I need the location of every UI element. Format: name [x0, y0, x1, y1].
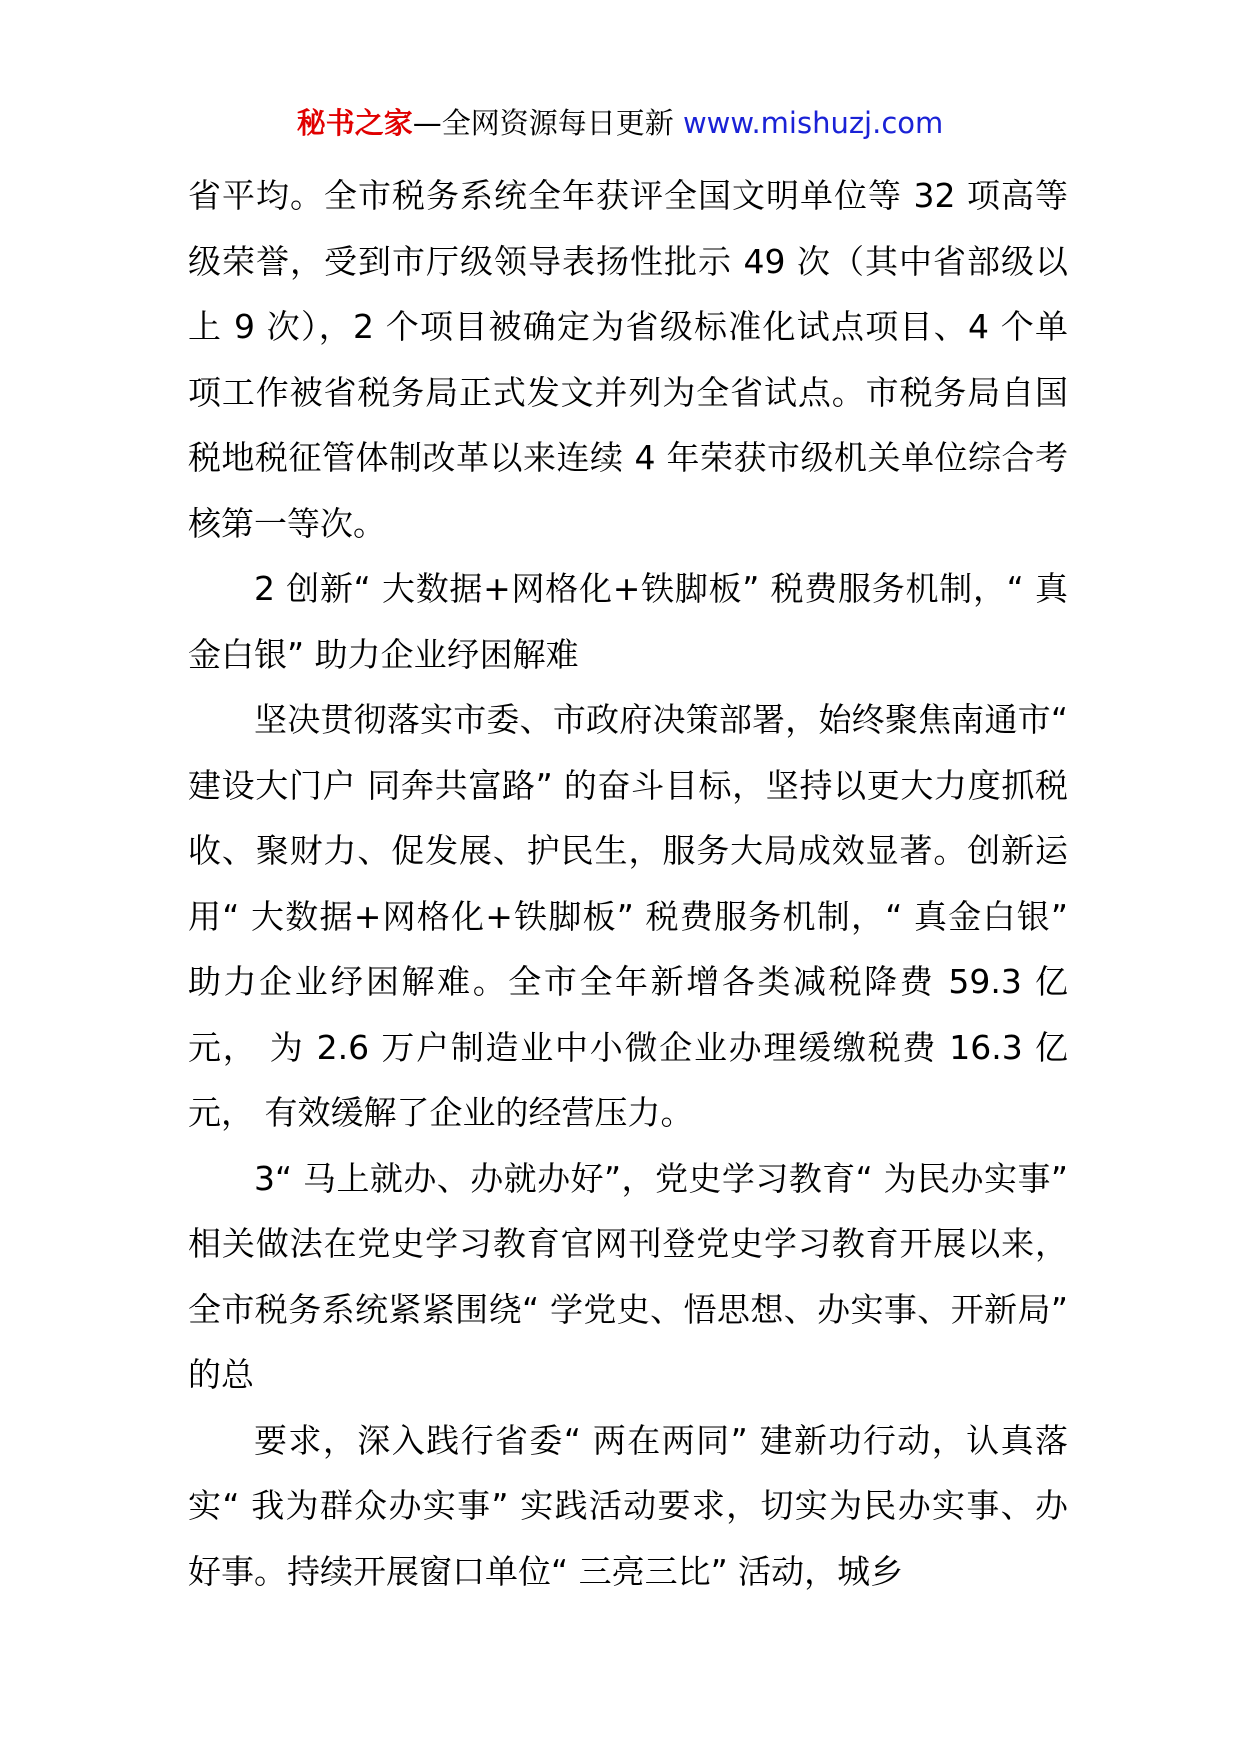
document-body	[188, 163, 1068, 1604]
brand-name: 秘书之家	[296, 106, 413, 140]
section-heading-3: 3“ 马上就办、办就办好”，党史学习教育“ 为民办实事” 相关做法在党史学习教育官网刊登党史学习教育开展以来，全市税务系统紧紧围绕“ 学党史、悟思想、办实事、开新局” 的总	[188, 1158, 1068, 1394]
website-link[interactable]: www.mishuzj.com	[682, 106, 944, 140]
paragraph-3: 要求，深入践行省委“ 两在两同” 建新功行动，认真落实“ 我为群众办实事” 实践活动要求，切实为民办实事、办好事。持续开展窗口单位“ 三亮三比” 活动，城乡	[188, 1420, 1068, 1591]
paragraph-1: 省平均。全市税务系统全年获评全国文明单位等 32 项高等级荣誉，受到市厅级领导表扬性批示 49 次（其中省部级以上 9 次），2 个项目被确定为省级标准化试点项目、4 个单项工作被省税务局正式发文并列为全省试点。市税务局自国税地税征管体制改革以来连续 4 年荣获市级机关单位综合考核第一等次。	[188, 176, 1068, 543]
paragraph-2: 坚决贯彻落实市委、市政府决策部署，始终聚焦南通市“ 建设大门户 同奔共富路” 的奋斗目标，坚持以更大力度抓税收、聚财力、促发展、护民生，服务大局成效显著。创新运用“ 大数据+网格化+铁脚板” 税费服务机制，“ 真金白银” 助力企业纾困解难。全市全年新增各类减税降费 59.3 亿元， 为 2.6 万户制造业中小微企业办理缓缴税费 16.3 亿元， 有效缓解了企业的经营压力。	[188, 700, 1068, 1132]
section-heading-2: 2 创新“ 大数据+网格化+铁脚板” 税费服务机制，“ 真金白银” 助力企业纾困解难	[188, 569, 1068, 674]
page-header	[0, 102, 1240, 144]
header-tagline: —全网资源每日更新	[412, 106, 683, 140]
